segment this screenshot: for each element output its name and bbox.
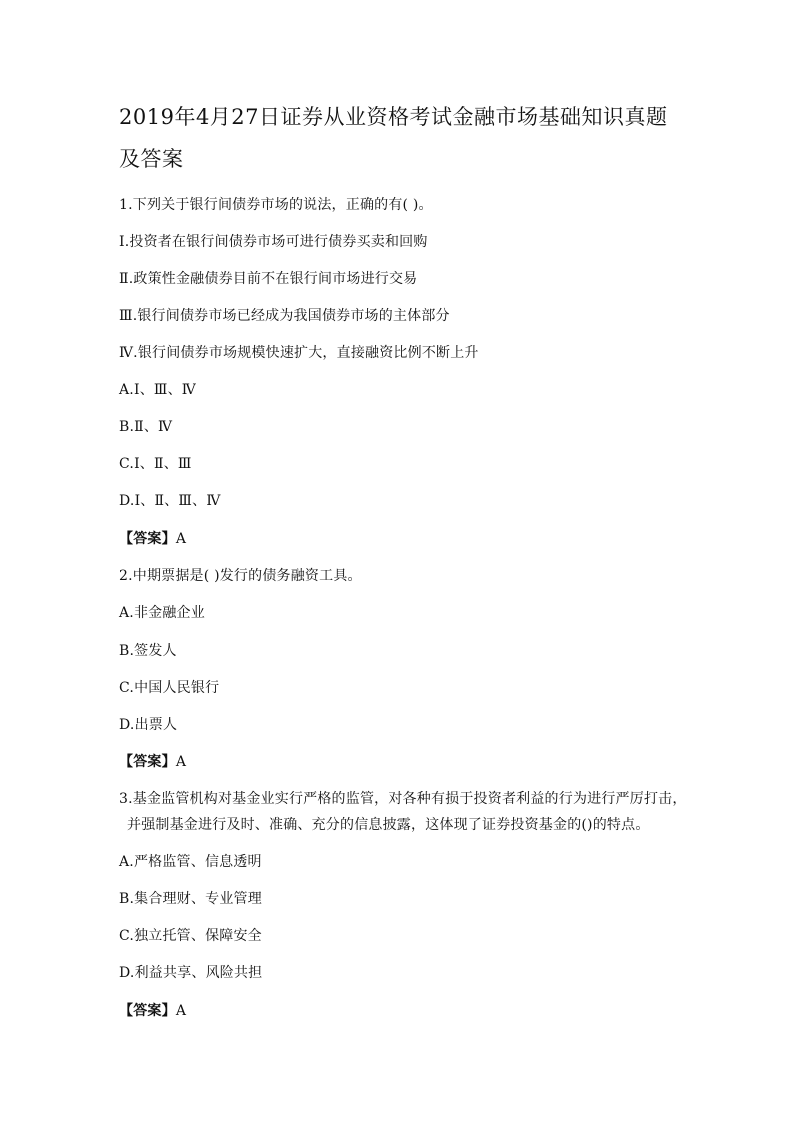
answer-label: 【答案】 [119, 754, 176, 770]
document-title-line-1: 2019年4月27日证券从业资格考试金融市场基础知识真题 [119, 105, 668, 129]
answer-value: A [175, 754, 187, 770]
question-1-stem: 1.下列关于银行间债券市场的说法，正确的有( )。 [119, 197, 433, 213]
question-1-statement-4: Ⅳ.银行间债券市场规模快速扩大，直接融资比例不断上升 [119, 345, 479, 361]
question-3-option-a: A.严格监管、信息透明 [119, 854, 262, 870]
answer-value: A [175, 1003, 187, 1019]
answer-label: 【答案】 [119, 531, 176, 547]
document-title-line-2: 及答案 [119, 147, 184, 171]
question-1-statement-2: Ⅱ.政策性金融债券目前不在银行间市场进行交易 [119, 271, 418, 287]
question-2-option-b: B.签发人 [119, 643, 177, 659]
question-2-answer [119, 752, 186, 772]
question-3-answer [119, 1001, 186, 1021]
answer-value: A [175, 531, 187, 547]
question-1-option-b: B.Ⅱ、Ⅳ [119, 419, 173, 435]
question-1-statement-1: Ⅰ.投资者在银行间债券市场可进行债券买卖和回购 [119, 234, 428, 250]
answer-label: 【答案】 [119, 1003, 176, 1019]
question-3-option-d: D.利益共享、风险共担 [119, 965, 263, 981]
question-3-stem-line-1: 3.基金监管机构对基金业实行严格的监管，对各种有损于投资者利益的行为进行严厉打击， [119, 791, 687, 807]
question-1-answer [119, 529, 186, 549]
question-3-stem-line-2: 并强制基金进行及时、准确、充分的信息披露，这体现了证券投资基金的()的特点。 [127, 817, 650, 833]
question-2-option-c: C.中国人民银行 [119, 680, 220, 696]
question-1-statement-3: Ⅲ.银行间债券市场已经成为我国债券市场的主体部分 [119, 308, 450, 324]
question-2-stem: 2.中期票据是( )发行的债务融资工具。 [119, 568, 362, 584]
question-1-option-d: D.Ⅰ、Ⅱ、Ⅲ、Ⅳ [119, 493, 221, 509]
question-1-option-a: A.Ⅰ、Ⅲ、Ⅳ [119, 382, 196, 398]
question-3-option-c: C.独立托管、保障安全 [119, 928, 262, 944]
question-3-option-b: B.集合理财、专业管理 [119, 891, 262, 907]
question-1-option-c: C.Ⅰ、Ⅱ、Ⅲ [119, 456, 192, 472]
question-2-option-d: D.出票人 [119, 717, 178, 733]
question-2-option-a: A.非金融企业 [119, 605, 205, 621]
